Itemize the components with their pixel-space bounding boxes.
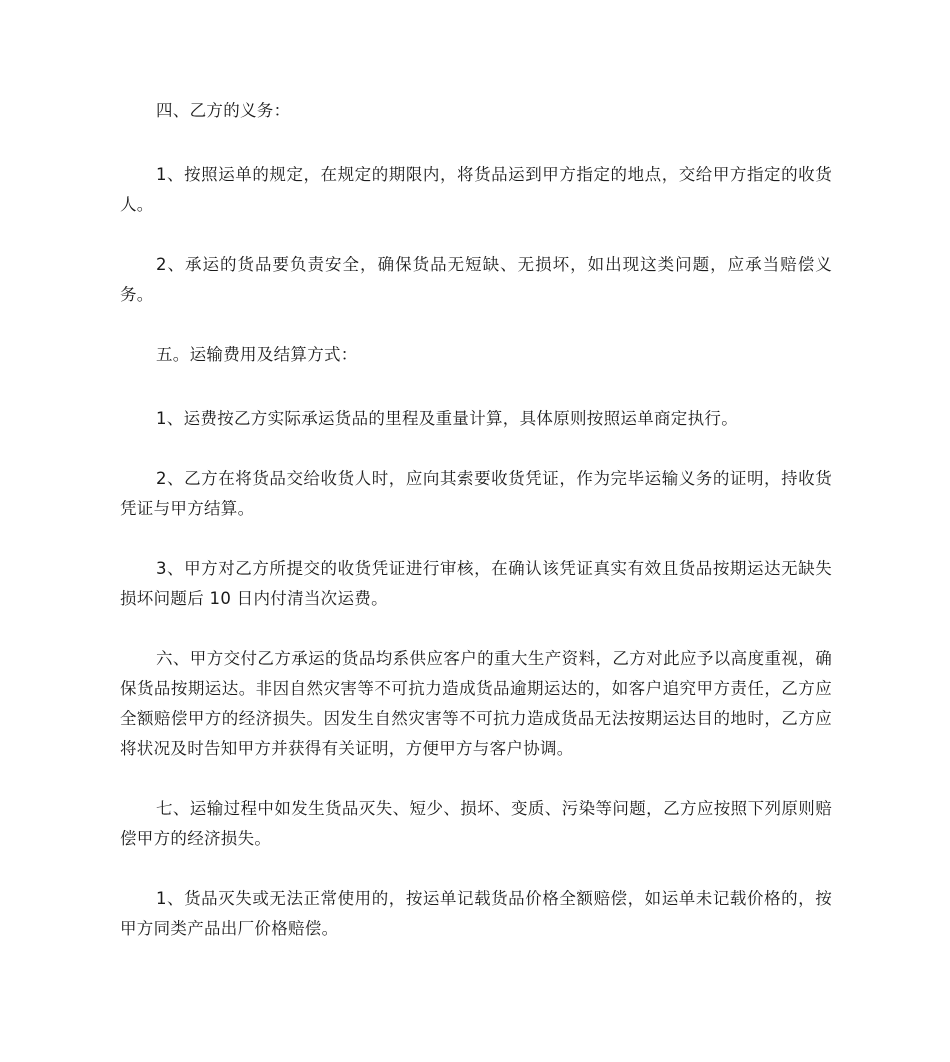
section-paragraph-delivery-duty: 六、甲方交付乙方承运的货品均系供应客户的重大生产资料，乙方对此应予以高度重视，确保货品按期运达。非因自然灾害等不可抗力造成货品逾期运达的，如客户追究甲方责任，乙方应全额赔偿甲方的经济损失。因发生自然灾害等不可抗力造成货品无法按期运达目的地时，乙方应将状况及时告知甲方并获得有关证明，方便甲方与客户协调。 [120,649,832,758]
section-heading-party-b-obligations: 四、乙方的义务： [156,101,291,120]
paragraph-clause: 2、乙方在将货品交给收货人时，应向其索要收货凭证，作为完毕运输义务的证明，持收货凭证与甲方结算。 [120,469,832,518]
paragraph-clause: 3、甲方对乙方所提交的收货凭证进行审核，在确认该凭证真实有效且货品按期运达无缺失损坏问题后 10 日内付清当次运费。 [120,559,832,608]
section-heading-fees-settlement: 五。运输费用及结算方式： [156,345,358,364]
document-body [120,96,832,974]
paragraph-clause: 1、货品灭失或无法正常使用的，按运单记载货品价格全额赔偿，如运单未记载价格的，按甲方同类产品出厂价格赔偿。 [120,889,832,938]
paragraph-clause: 1、按照运单的规定，在规定的期限内，将货品运到甲方指定的地点，交给甲方指定的收货人。 [120,165,832,214]
paragraph-clause: 2、承运的货品要负责安全，确保货品无短缺、无损坏，如出现这类问题，应承当赔偿义务。 [120,255,832,304]
section-paragraph-compensation: 七、运输过程中如发生货品灭失、短少、损坏、变质、污染等问题，乙方应按照下列原则赔偿甲方的经济损失。 [120,799,832,848]
paragraph-clause: 1、运费按乙方实际承运货品的里程及重量计算，具体原则按照运单商定执行。 [156,409,738,428]
